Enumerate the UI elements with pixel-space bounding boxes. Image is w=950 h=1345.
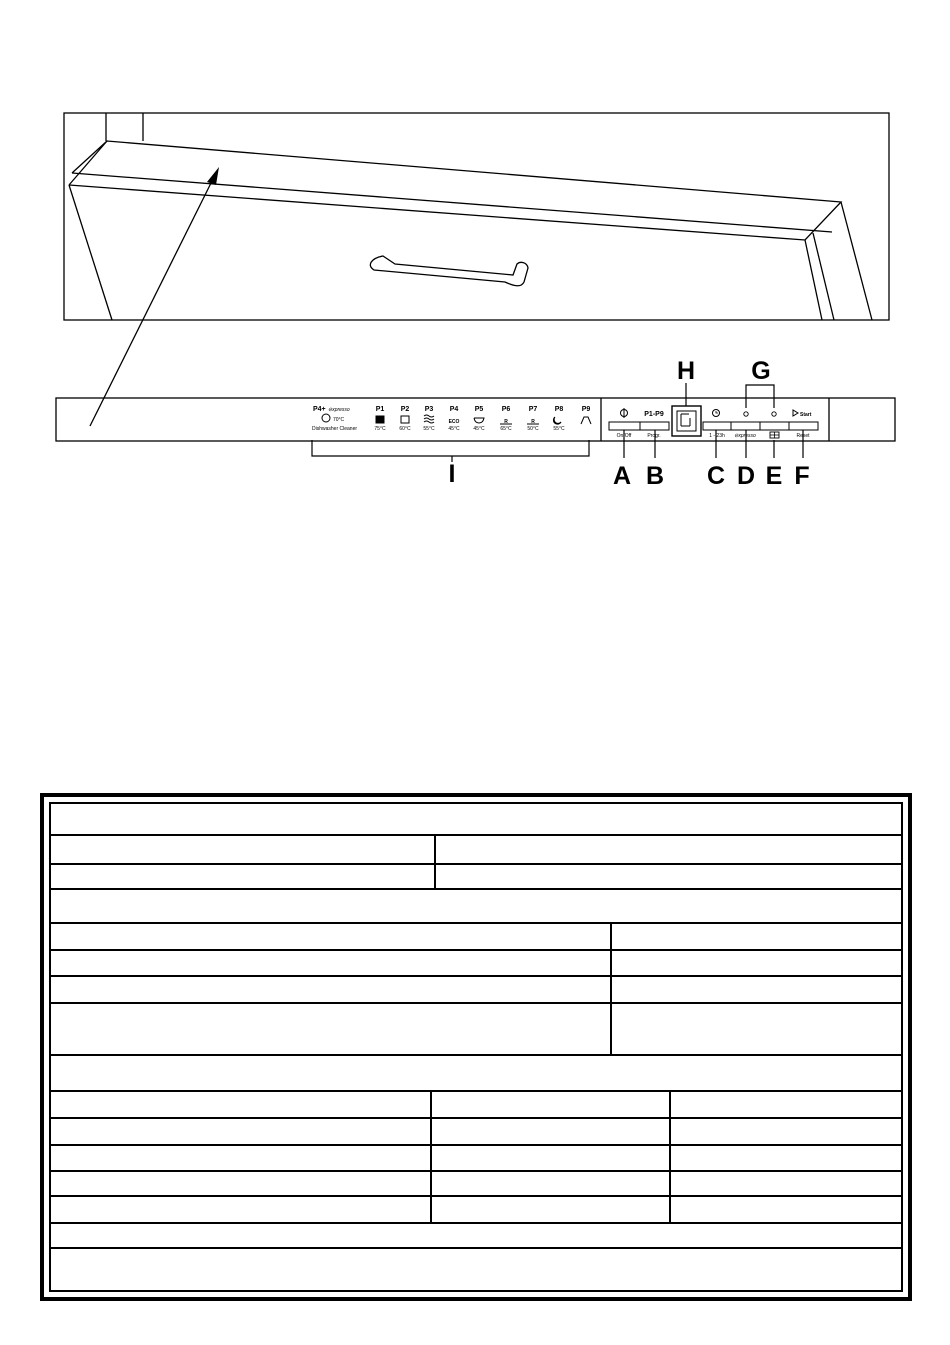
cup-icon: [474, 418, 484, 423]
play-icon: [793, 410, 798, 416]
program-list: [374, 406, 590, 432]
program-code: P3: [424, 406, 434, 413]
pot-icon: [401, 416, 409, 423]
door-frame: [64, 113, 889, 320]
intensive-pot-icon: [376, 416, 384, 423]
indicator-light-1: [744, 412, 748, 416]
callout-i: I: [448, 460, 456, 488]
extra-program-block: [312, 406, 357, 432]
p4-extra-label: P4+: [313, 406, 326, 413]
program-code: P9: [581, 406, 591, 413]
callout-a: A: [612, 462, 632, 490]
program-code: P1: [375, 406, 385, 413]
program-temp: 45°C: [473, 426, 485, 432]
program-temp: 60°C: [399, 426, 411, 432]
program-code: P2: [400, 406, 410, 413]
callout-b: B: [645, 462, 665, 490]
start-reset-button[interactable]: [789, 422, 818, 430]
program-code: P4: [449, 406, 459, 413]
callout-c: C: [706, 462, 726, 490]
reset-label: Reset: [796, 433, 810, 439]
eco-icon: ECO: [448, 419, 460, 425]
express-button[interactable]: [731, 422, 760, 430]
callout-f: F: [794, 462, 810, 490]
program-temp: 65°C: [500, 426, 512, 432]
express-logo: ⊖xpresso: [734, 433, 756, 439]
delay-label: 1 - 23h: [709, 433, 725, 439]
onoff-button[interactable]: [609, 422, 640, 430]
program-code: P6: [501, 406, 511, 413]
program-temp: 50°C: [527, 426, 539, 432]
night-icon: [553, 417, 561, 424]
indicator-light-2: [772, 412, 776, 416]
delay-button[interactable]: [703, 422, 731, 430]
control-panel: [56, 398, 895, 441]
cleaner-icon: [322, 414, 330, 422]
progr-label: Progr.: [647, 433, 661, 439]
callout-e: E: [765, 462, 783, 490]
program-temp: 55°C: [553, 426, 565, 432]
program-icons: [376, 415, 591, 425]
program-temp: 75°C: [374, 426, 386, 432]
dishwasher-diagram: [0, 0, 950, 560]
onoff-label: On/Off: [616, 433, 632, 439]
form-table-inner: [49, 802, 903, 1292]
callout-h: H: [676, 357, 696, 385]
extra-temp: 70°C: [333, 417, 345, 423]
panel-frame: [56, 398, 895, 441]
cleaner-label: Dishwasher Cleaner: [312, 426, 358, 432]
program-code: P7: [528, 406, 538, 413]
glass-icon: [581, 417, 591, 424]
rapid-icon-2: R: [531, 419, 535, 425]
controls-right: [609, 406, 818, 439]
program-code: P8: [554, 406, 564, 413]
rapid-icon-1: R: [504, 419, 508, 425]
pointer-arrow: [90, 167, 219, 426]
program-code: P5: [474, 406, 484, 413]
program-temp: 55°C: [423, 426, 435, 432]
callout-lines: [624, 383, 803, 458]
door-handle: [370, 256, 528, 286]
door-top-panel: [69, 141, 841, 240]
door-view: [64, 113, 889, 320]
form-table: [40, 793, 912, 1301]
program-button[interactable]: [640, 422, 669, 430]
start-label: Start: [800, 412, 812, 418]
half-load-button[interactable]: [760, 422, 789, 430]
callout-d: D: [736, 462, 756, 490]
expresso-logo: ⊖xpresso: [328, 407, 350, 413]
waves-icon: [424, 415, 434, 423]
range-label: P1-P9: [644, 411, 664, 418]
program-temp: 45°C: [448, 426, 460, 432]
callout-g: G: [751, 357, 771, 385]
bracket-i: [312, 440, 589, 462]
